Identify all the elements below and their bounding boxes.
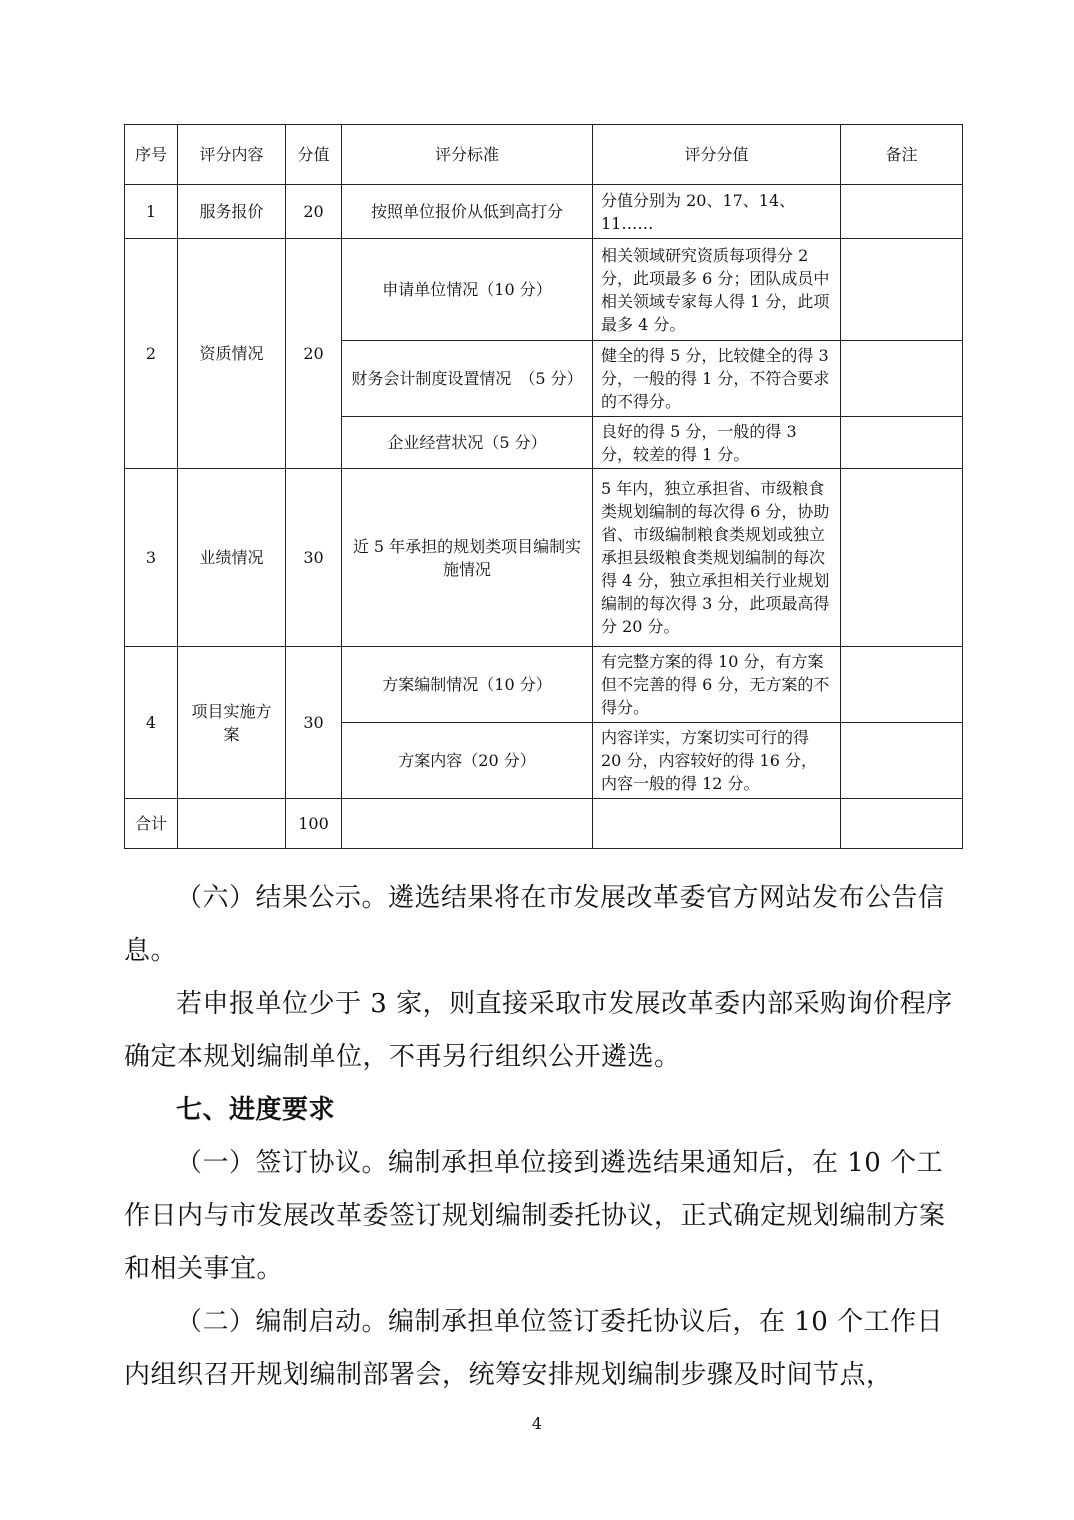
cell-standard: 企业经营状况（5 分） [342,417,593,469]
total-score: 100 [286,799,342,849]
cell-content [178,799,286,849]
table-header-row [125,125,963,185]
cell-note [841,239,963,341]
cell-standard: 方案编制情况（10 分） [342,647,593,723]
cell-no: 1 [125,185,178,239]
cell-content: 服务报价 [178,185,286,239]
header-no: 序号 [125,125,178,185]
cell-score: 30 [286,647,342,799]
cell-value: 5 年内，独立承担省、市级粮食类规划编制的每次得 6 分，协助省、市级编制粮食类规划或独立承担县级粮食类规划编制的每次得 4 分，独立承担相关行业规划编制的每次得 3 分，此项最高得分 20 分。 [593,469,841,647]
cell-value: 分值分别为 20、17、14、11…… [593,185,841,239]
cell-note [841,341,963,417]
cell-value: 相关领域研究资质每项得分 2 分，此项最多 6 分；团队成员中相关领域专家每人得 1 分，此项最多 4 分。 [593,239,841,341]
paragraph-sign-agreement: （一）签订协议。编制承担单位接到遴选结果通知后，在 10 个工作日内与市发展改革委签订规划编制委托协议，正式确定规划编制方案和相关事宜。 [124,1148,946,1284]
cell-note [841,469,963,647]
cell-note [841,723,963,799]
header-standard: 评分标准 [342,125,593,185]
cell-standard [342,799,593,849]
cell-value: 健全的得 5 分，比较健全的得 3 分，一般的得 1 分，不符合要求的不得分。 [593,341,841,417]
header-content: 评分内容 [178,125,286,185]
cell-note [841,185,963,239]
table-total-row [125,799,963,849]
cell-standard: 申请单位情况（10 分） [342,239,593,341]
scoring-table [124,124,963,849]
paragraph-start-compilation: （二）编制启动。编制承担单位签订委托协议后，在 10 个工作日内组织召开规划编制部署会，统筹安排规划编制步骤及时间节点， [124,1307,944,1390]
page-number: 4 [531,1414,543,1433]
header-note: 备注 [841,125,963,185]
cell-standard: 财务会计制度设置情况 （5 分） [342,341,593,417]
cell-score: 30 [286,469,342,647]
cell-content: 资质情况 [178,239,286,469]
table-row [125,469,963,647]
cell-note [841,799,963,849]
table-row [125,185,963,239]
cell-note [841,647,963,723]
cell-value: 有完整方案的得 10 分，有方案但不完善的得 6 分，无方案的不得分。 [593,647,841,723]
table-row [125,647,963,723]
cell-score: 20 [286,239,342,469]
cell-no: 4 [125,647,178,799]
paragraph-fewer-applicants: 若申报单位少于 3 家，则直接采取市发展改革委内部采购询价程序确定本规划编制单位，不再另行组织公开遴选。 [124,989,953,1072]
cell-value [593,799,841,849]
header-score: 分值 [286,125,342,185]
cell-score: 20 [286,185,342,239]
cell-standard: 方案内容（20 分） [342,723,593,799]
cell-value: 内容详实，方案切实可行的得 20 分，内容较好的得 16 分，内容一般的得 12 分。 [593,723,841,799]
paragraph-result-announcement: （六）结果公示。遴选结果将在市发展改革委官方网站发布公告信息。 [124,883,945,966]
cell-standard: 近 5 年承担的规划类项目编制实施情况 [342,469,593,647]
section-heading-schedule: 七、进度要求 [176,1095,336,1125]
cell-no: 2 [125,239,178,469]
header-value: 评分分值 [593,125,841,185]
cell-content: 项目实施方案 [178,647,286,799]
total-label: 合计 [125,799,178,849]
table-row [125,239,963,341]
cell-note [841,417,963,469]
cell-content: 业绩情况 [178,469,286,647]
cell-no: 3 [125,469,178,647]
cell-standard: 按照单位报价从低到高打分 [342,185,593,239]
cell-value: 良好的得 5 分，一般的得 3 分，较差的得 1 分。 [593,417,841,469]
